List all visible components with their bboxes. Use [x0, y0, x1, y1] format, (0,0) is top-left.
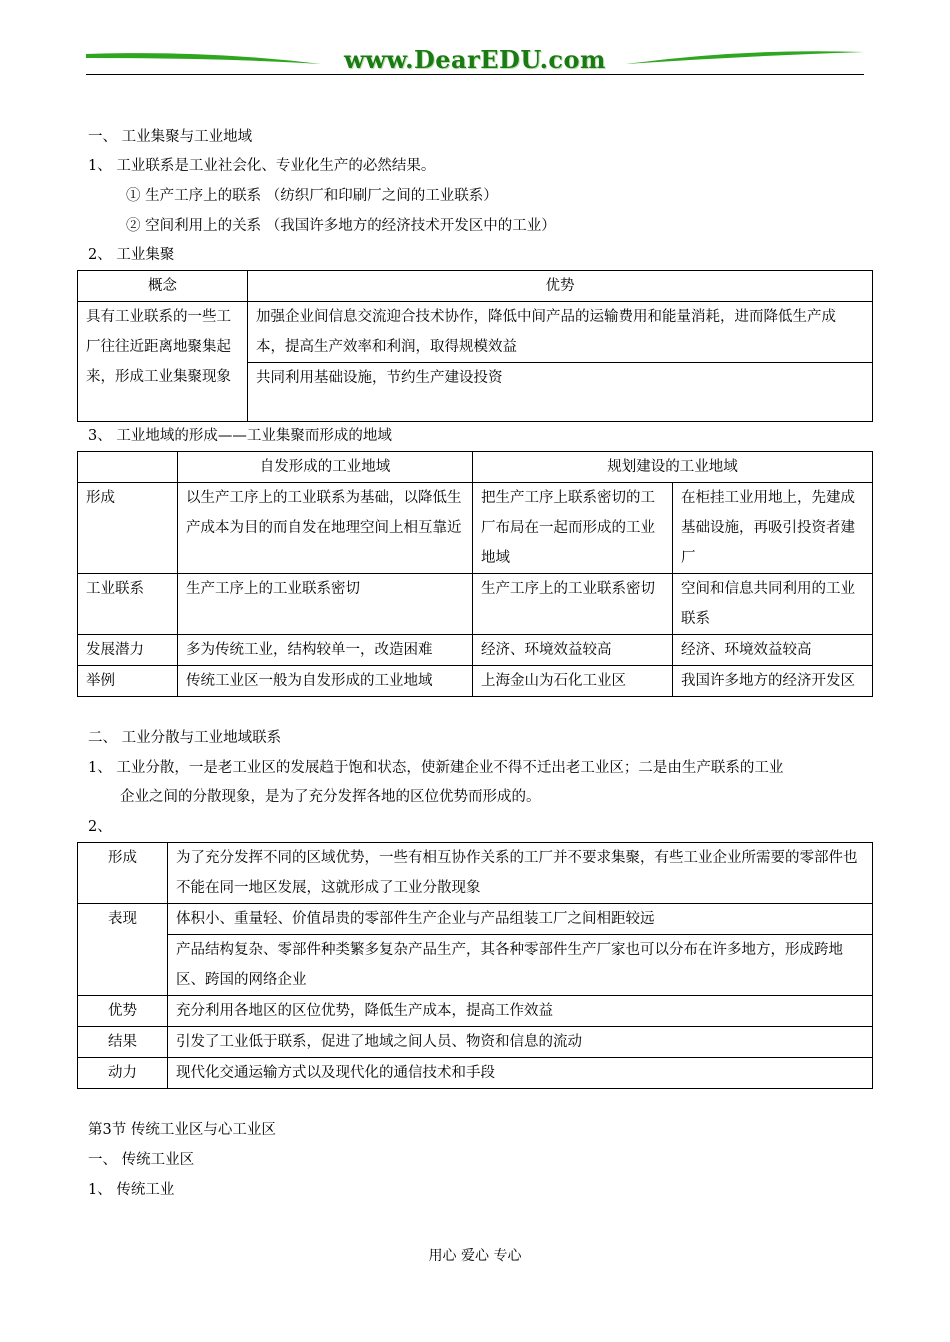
paragraph-4-line-2: 企业之间的分散现象，是为了充分发挥各地的区位优势而形成的。 [120, 789, 541, 805]
table-row [78, 1027, 873, 1058]
row-label: 工业联系 [78, 574, 178, 635]
table-header-cell: 优势 [248, 271, 873, 302]
row-label: 优势 [78, 996, 168, 1027]
table-header-cell: 自发形成的工业地域 [178, 452, 473, 483]
paragraph-6: 1、 传统工业 [88, 1182, 175, 1198]
table-cell: 体积小、重量轻、价值昂贵的零部件生产企业与产品组装工厂之间相距较远 [168, 904, 873, 935]
advantage-cell: 加强企业间信息交流迎合技术协作，降低中间产品的运输费用和能量消耗，进而降低生产成本，提高生产效率和利润，取得规模效益 [248, 302, 873, 363]
table-cell: 充分利用各地区的区位优势，降低生产成本，提高工作效益 [168, 996, 873, 1027]
table-cell: 生产工序上的工业联系密切 [473, 574, 673, 635]
table-cell: 以生产工序上的工业联系为基础，以降低生产成本为目的而自发在地理空间上相互靠近 [178, 483, 473, 574]
table-row [78, 635, 873, 666]
table-row [78, 996, 873, 1027]
section-3-title: 第3节 传统工业区与心工业区 [88, 1122, 276, 1138]
table-cell: 引发了工业低于联系，促进了地域之间人员、物资和信息的流动 [168, 1027, 873, 1058]
row-label: 举例 [78, 666, 178, 697]
table-row [78, 843, 873, 904]
list-item-1: ① 生产工序上的联系 （纺织厂和印刷厂之间的工业联系） [126, 188, 498, 204]
table-cell: 传统工业区一般为自发形成的工业地域 [178, 666, 473, 697]
row-label: 形成 [78, 483, 178, 574]
row-label: 形成 [78, 843, 168, 904]
table-cell: 为了充分发挥不同的区域优势，一些有相互协作关系的工厂并不要求集聚，有些工业企业所需要的零部件也不能在同一地区发展，这就形成了工业分散现象 [168, 843, 873, 904]
list-item-2: ② 空间利用上的关系 （我国许多地方的经济技术开发区中的工业） [126, 218, 556, 234]
table-cell: 经济、环境效益较高 [473, 635, 673, 666]
concept-cell: 具有工业联系的一些工厂往往近距离地聚集起来，形成工业集聚现象 [78, 302, 248, 422]
agglomeration-table [77, 270, 873, 422]
header-rule [86, 74, 864, 75]
table-header-cell [78, 452, 178, 483]
table-header-cell: 规划建设的工业地域 [473, 452, 873, 483]
paragraph-2: 2、 工业集聚 [88, 247, 175, 263]
paragraph-3: 3、 工业地域的形成——工业集聚而形成的地域 [88, 428, 392, 444]
dispersion-table [77, 842, 873, 1089]
table-cell: 产品结构复杂、零部件种类繁多复杂产品生产，其各种零部件生产厂家也可以分布在许多地方，形成跨地区、跨国的网络企业 [168, 935, 873, 996]
industrial-region-table [77, 451, 873, 697]
table-cell: 我国许多地方的经济开发区 [673, 666, 873, 697]
table-cell: 在柜挂工业用地上，先建成基础设施，再吸引投资者建厂 [673, 483, 873, 574]
paragraph-5: 2、 [88, 819, 112, 835]
table-cell: 上海金山为石化工业区 [473, 666, 673, 697]
paragraph-1: 1、 工业联系是工业社会化、专业化生产的必然结果。 [88, 158, 436, 174]
row-label: 发展潜力 [78, 635, 178, 666]
table-header-cell: 概念 [78, 271, 248, 302]
table-row [78, 666, 873, 697]
table-row [78, 935, 873, 996]
table-row [78, 904, 873, 935]
row-label: 结果 [78, 1027, 168, 1058]
section-3-subtitle: 一、 传统工业区 [88, 1152, 195, 1168]
table-row [78, 483, 873, 574]
row-label: 表现 [78, 904, 168, 996]
table-cell: 经济、环境效益较高 [673, 635, 873, 666]
table-row [78, 574, 873, 635]
table-cell: 把生产工序上联系密切的工厂布局在一起而形成的工业地域 [473, 483, 673, 574]
table-row [78, 1058, 873, 1089]
paragraph-4-line-1: 1、 工业分散，一是老工业区的发展趋于饱和状态，使新建企业不得不迁出老工业区；二是由生产联系的工业 [88, 760, 784, 776]
section-2-title: 二、 工业分散与工业地域联系 [88, 730, 282, 746]
table-cell: 生产工序上的工业联系密切 [178, 574, 473, 635]
page-footer: 用心 爱心 专心 [428, 1248, 522, 1264]
table-cell: 现代化交通运输方式以及现代化的通信技术和手段 [168, 1058, 873, 1089]
section-1-title: 一、 工业集聚与工业地域 [88, 129, 253, 145]
site-logo-text: www.DearEDU.com [344, 45, 606, 74]
row-label: 动力 [78, 1058, 168, 1089]
table-cell: 多为传统工业，结构较单一，改造困难 [178, 635, 473, 666]
table-cell: 空间和信息共同利用的工业联系 [673, 574, 873, 635]
advantage-cell: 共同利用基础设施，节约生产建设投资 [248, 363, 873, 422]
